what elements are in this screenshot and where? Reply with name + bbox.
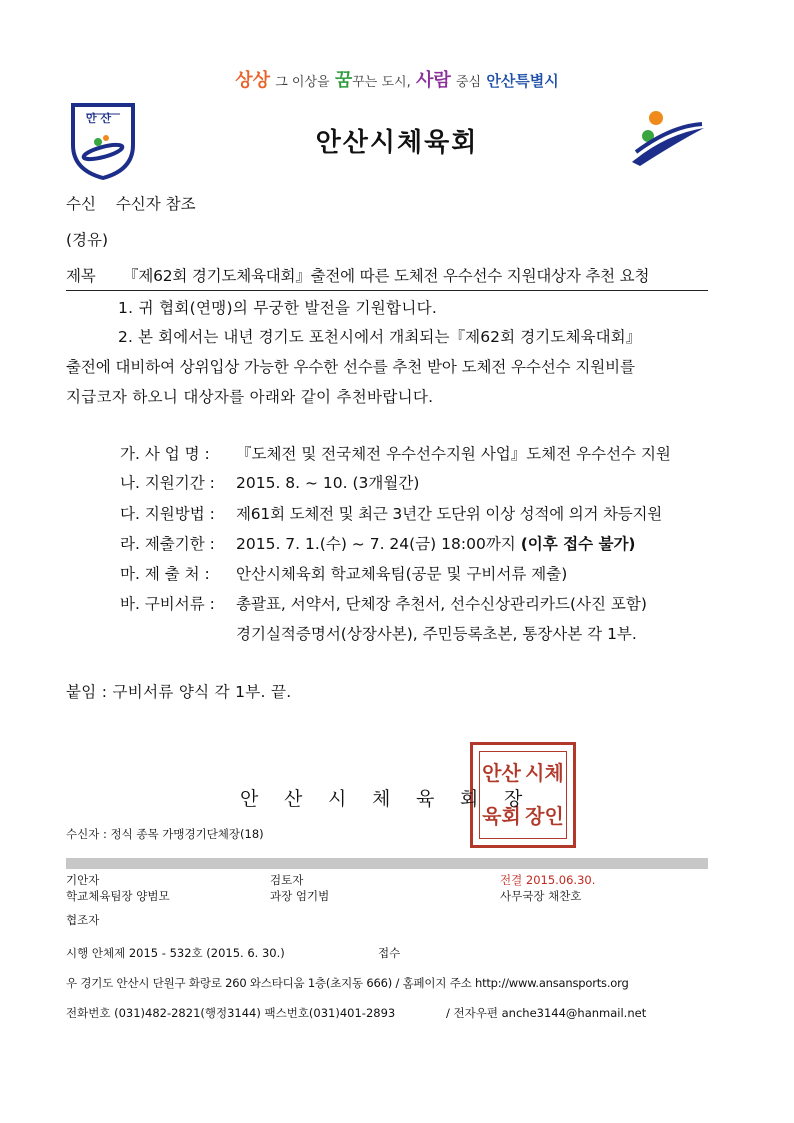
item-f-label: 바. 구비서류 :: [120, 595, 215, 613]
signature-char: 회: [460, 788, 479, 810]
slogan-part-5: 사람: [415, 70, 451, 91]
item-f-value: 총괄표, 서약서, 단체장 추천서, 선수신상관리카드(사진 포함): [236, 595, 647, 613]
item-d-label: 라. 제출기한 :: [120, 535, 215, 553]
seal-glyph: 안산: [482, 761, 521, 785]
slogan-part-2: 그 이상을: [275, 75, 330, 90]
drafter-name: 학교체육팀장 양범모: [66, 889, 170, 903]
email-line: / 전자우편 anche3144@hanmail.net: [446, 1006, 647, 1020]
subject-label: 제목: [66, 267, 96, 285]
recipients-list: 수신자 : 정식 종목 가맹경기단체장(18): [66, 827, 264, 841]
subject-divider: [66, 290, 708, 291]
city-logo: [626, 104, 706, 174]
receipt-label: 접수: [378, 946, 401, 960]
item-e-label: 마. 제 출 처 :: [120, 565, 210, 583]
item-c-label: 다. 지원방법 :: [120, 505, 215, 523]
reviewer-name: 과장 엄기범: [270, 889, 330, 903]
slogan-part-3: 꿈: [334, 70, 353, 91]
approval-divider: [66, 858, 708, 869]
signature-char: 체: [372, 788, 391, 810]
body-paragraph-2-line-1: 2. 본 회에서는 내년 경기도 포천시에서 개최되는『제62회 경기도체육대회』: [118, 328, 642, 346]
slogan-part-7: 안산특별시: [486, 72, 559, 90]
slogan-part-4: 꾸는 도시,: [352, 75, 411, 90]
item-d-emphasis: (이후 접수 불가): [520, 535, 636, 553]
via-line: (경유): [66, 231, 109, 249]
recipient-row: [66, 192, 196, 214]
item-a-value: 『도체전 및 전국체전 우수선수지원 사업』도체전 우수선수 지원: [236, 445, 671, 463]
reviewer-label: 검토자: [270, 873, 304, 887]
address-line: 우 경기도 안산시 단원구 화랑로 260 와스타디움 1층(초지동 666) / 홈페이지 주소 http://www.ansansports.org: [66, 976, 629, 990]
item-e-value: 안산시체육회 학교체육팀(공문 및 구비서류 제출): [236, 565, 568, 583]
recipient-label: 수신: [66, 195, 96, 213]
signature-char: 시: [328, 788, 347, 810]
subject-value: 『제62회 경기도체육대회』출전에 따른 도체전 우수선수 지원대상자 추천 요청: [123, 267, 650, 285]
subject-row: [66, 264, 649, 286]
final-approver-name: 사무국장 채찬호: [500, 889, 582, 903]
seal-glyph: 시체: [525, 761, 564, 785]
item-c-value: 제61회 도체전 및 최근 3년간 도단위 이상 성적에 의거 차등지원: [236, 505, 663, 523]
recipient-value: 수신자 참조: [115, 195, 196, 213]
item-f-value-line-2: 경기실적증명서(상장사본), 주민등록초본, 통장사본 각 1부.: [236, 625, 637, 643]
signature-char: 장: [504, 788, 523, 810]
body-paragraph-1: 1. 귀 협회(연맹)의 무궁한 발전을 기원합니다.: [118, 299, 438, 317]
signature-char: 육: [416, 788, 435, 810]
slogan-part-1: 상상: [235, 70, 270, 91]
emblem-text: 안 산: [86, 112, 112, 125]
item-a-label: 가. 사 업 명 :: [120, 445, 210, 463]
signature-char: 안: [240, 788, 259, 810]
body-paragraph-2-line-3: 지급코자 하오니 대상자를 아래와 같이 추천바랍니다.: [66, 388, 434, 406]
drafter-label: 기안자: [66, 873, 100, 887]
phone-fax-line: 전화번호 (031)482-2821(행정3144) 팩스번호(031)401-2893: [66, 1006, 396, 1020]
signature-char: 산: [284, 788, 303, 810]
seal-glyph: 장인: [525, 804, 564, 828]
issuer-signature: [240, 784, 548, 811]
organization-title: 안산시체육회: [315, 128, 479, 158]
attachment-line: 붙임 : 구비서류 양식 각 1부. 끝.: [66, 683, 292, 701]
enforcement-info: 시행 안체제 2015 - 532호 (2015. 6. 30.): [66, 946, 285, 960]
item-d-value: 2015. 7. 1.(수) ~ 7. 24(금) 18:00까지: [236, 535, 516, 553]
seal-glyph: 육회: [482, 804, 521, 828]
final-approval-label: 전결 2015.06.30.: [500, 873, 596, 887]
city-slogan: [0, 66, 794, 92]
item-b-label: 나. 지원기간 :: [120, 474, 215, 492]
body-paragraph-2-line-2: 출전에 대비하여 상위입상 가능한 우수한 선수를 추천 받아 도체전 우수선수 지원비를: [66, 358, 635, 376]
item-b-value: 2015. 8. ~ 10. (3개월간): [236, 474, 420, 492]
cooperator-label: 협조자: [66, 913, 100, 927]
item-d-value-row: [236, 532, 636, 554]
slogan-part-6: 중심: [455, 75, 482, 90]
